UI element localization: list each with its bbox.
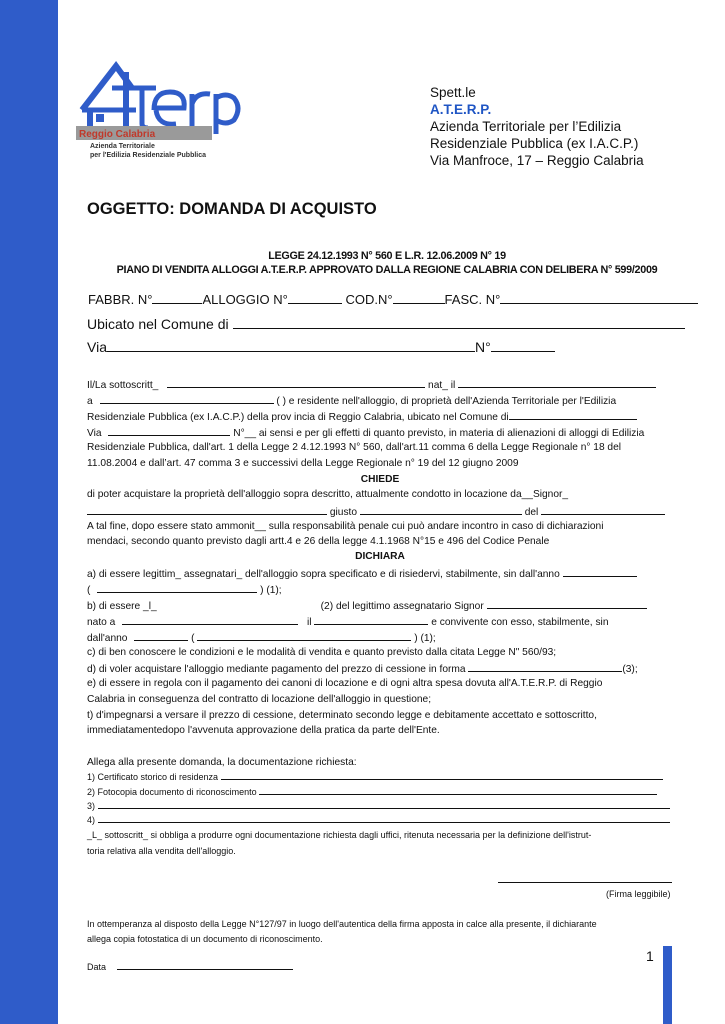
comune-field[interactable] — [509, 410, 637, 420]
body-line: Residenziale Pubblica, dall'art. 1 della Legge 2 4.12.1993 N° 560, dall'art.11 comma 6 della Legge Regionale n° 18 del — [87, 442, 622, 453]
body-line: Via N°__ ai sensi e per gli effetti di quanto previsto, in materia di alienazioni di alloggi di Edilizia — [87, 428, 645, 439]
greeting: Spett.le — [430, 85, 476, 100]
assignee-birthplace-field[interactable] — [122, 615, 298, 625]
attachment-1-field[interactable] — [221, 772, 663, 780]
since-year-field[interactable] — [134, 631, 188, 641]
declarant-row: Il/La sottoscritt_ nat_ il — [87, 378, 656, 391]
body-line: di poter acquistare la proprietà dell'alloggio sopra descritto, attualmente condotto in locazione da__Signor_ — [87, 489, 569, 500]
contract-date-field[interactable] — [541, 505, 665, 515]
body-line: d) di voler acquistare l'alloggio mediante pagamento del prezzo di cessione in forma (3); — [87, 664, 638, 675]
since-year-words-field[interactable] — [197, 631, 411, 641]
body-line: dall'anno ( ) (1); — [87, 633, 436, 644]
attachment-3-field[interactable] — [98, 801, 670, 809]
contract-field[interactable] — [360, 505, 522, 515]
logo-region-text: Reggio Calabria — [79, 129, 156, 140]
body-line: t) d'impegnarsi a versare il prezzo di cessione, determinato secondo legge e debitamente accettato e sottoscritto, — [87, 710, 597, 721]
body-line: a) di essere legittim_ assegnatari_ dell'alloggio sopra specificato e di risiedervi, stabilmente, sin dall'anno — [87, 567, 637, 580]
tenant-name-field[interactable] — [87, 505, 327, 515]
attachment-item: 2) Fotocopia documento di riconoscimento — [87, 787, 657, 797]
legal-note: allega copia fotostatica di un documento di riconoscimento. — [87, 934, 323, 944]
signature-label: (Firma leggibile) — [606, 889, 671, 899]
body-line: immediatamentedopo l'avvenuta approvazione della pratica da parte dell'Ente. — [87, 725, 440, 736]
body-line: Calabria in conseguenza del contratto di locazione dell'alloggio in questione; — [87, 694, 432, 705]
year-words-field[interactable] — [97, 583, 257, 593]
body-line: nato a il e convivente con esso, stabilmente, sin — [87, 617, 609, 628]
left-color-band — [0, 0, 58, 1024]
body-line: A tal fine, dopo essere stato ammonit__ sulla responsabilità penale cui può andare incontro in caso di dichiarazioni — [87, 521, 604, 532]
address-line: Residenziale Pubblica (ex I.A.C.P.) — [430, 136, 639, 151]
legal-note: In ottemperanza al disposto della Legge N°127/97 in luogo dell'autentica della firma apposta in calce alla presente, il dichiarante — [87, 919, 597, 929]
body-line: a ( ) e residente nell'alloggio, di proprietà dell'Azienda Territoriale per l'Edilizia — [87, 396, 617, 407]
law-reference: LEGGE 24.12.1993 N° 560 E L.R. 12.06.2009 N° 19 — [268, 250, 506, 262]
street-field[interactable] — [107, 340, 475, 352]
recipient-address — [430, 84, 644, 169]
year-field[interactable] — [563, 567, 637, 577]
page-number-bar — [663, 946, 672, 1024]
birthplace-field[interactable] — [100, 394, 274, 404]
body-line: giusto del — [87, 505, 665, 518]
street-row: Via N° — [87, 339, 555, 355]
date-field[interactable] — [117, 962, 293, 970]
sale-plan-reference: PIANO DI VENDITA ALLOGGI A.T.E.R.P. APPROVATO DALLA REGIONE CALABRIA CON DELIBERA N° 599/2009 — [116, 264, 658, 276]
declarant-name-field[interactable] — [167, 378, 425, 388]
body-line: c) di ben conoscere le condizioni e le modalità di vendita e quanto previsto dalla citata Legge N" 560/93; — [87, 647, 557, 658]
street-number-field[interactable] — [491, 340, 555, 352]
fasc-field[interactable] — [500, 294, 698, 304]
chiede-heading: CHIEDE — [360, 474, 400, 485]
via-field[interactable] — [108, 426, 230, 436]
dichiara-heading: DICHIARA — [355, 551, 405, 562]
birth-date-field[interactable] — [458, 378, 656, 388]
recipient-org: A.T.E.R.P. — [430, 102, 492, 117]
obligation-text: _L_ sottoscritt_ si obbliga a produrre ogni documentazione richiesta dagli uffici, ritenuta necessaria per la definizione dell'istrut- — [87, 830, 592, 840]
body-line: 11.08.2004 e dall’art. 47 comma 3 e successivi della Legge Regionale n° 19 del 12 giugno 2009 — [87, 458, 519, 469]
attachments-heading: Allega alla presente domanda, la documentazione richiesta: — [87, 757, 357, 768]
aterp-logo — [76, 58, 246, 160]
body-line: e) di essere in regola con il pagamento dei canoni di locazione e di ogni altra spesa dovuta all'A.T.E.R.P. di Reggio — [87, 678, 603, 689]
date-row: Data — [87, 962, 293, 972]
subject-title: OGGETTO: DOMANDA DI ACQUISTO — [87, 200, 377, 218]
body-line: ( ) (1); — [87, 585, 282, 596]
address-line: Azienda Territoriale per l’Edilizia — [430, 119, 622, 134]
address-line: Via Manfroce, 17 – Reggio Calabria — [430, 153, 644, 168]
building-fields-row: FABBR. N° ALLOGGIO N° COD.N° FASC. N° — [88, 292, 698, 307]
assignee-birthdate-field[interactable] — [314, 615, 428, 625]
body-line: Residenziale Pubblica (ex I.A.C.P.) della prov incia di Reggio Calabria, ubicato nel Comune di — [87, 410, 637, 423]
attachment-item: 1) Certificato storico di residenza — [87, 772, 663, 782]
attachment-4-field[interactable] — [98, 815, 670, 823]
municipality-field[interactable] — [233, 317, 685, 329]
svg-text:Azienda Territoriale: Azienda Territoriale — [90, 143, 155, 150]
signature-field[interactable] — [498, 882, 672, 883]
body-line: mendaci, secondo quanto previsto dagli artt.4 e 26 della legge 4.1.1968 N°15 e 496 del Codice Penale — [87, 536, 550, 547]
attachment-item: 4) — [87, 815, 670, 825]
svg-text:per l'Edilizia Residenziale Pu: per l'Edilizia Residenziale Pubblica — [90, 152, 207, 159]
obligation-text: toria relativa alla vendita dell'alloggio. — [87, 846, 236, 856]
municipality-row: Ubicato nel Comune di — [87, 316, 685, 332]
attachment-item: 3) — [87, 801, 670, 811]
payment-form-field[interactable] — [468, 662, 622, 672]
attachment-2-field[interactable] — [259, 787, 657, 795]
page-number: 1 — [646, 948, 654, 964]
body-line: b) di essere _l_ (2) del legittimo assegnatario Signor — [87, 599, 647, 612]
assignee-name-field[interactable] — [487, 599, 647, 609]
